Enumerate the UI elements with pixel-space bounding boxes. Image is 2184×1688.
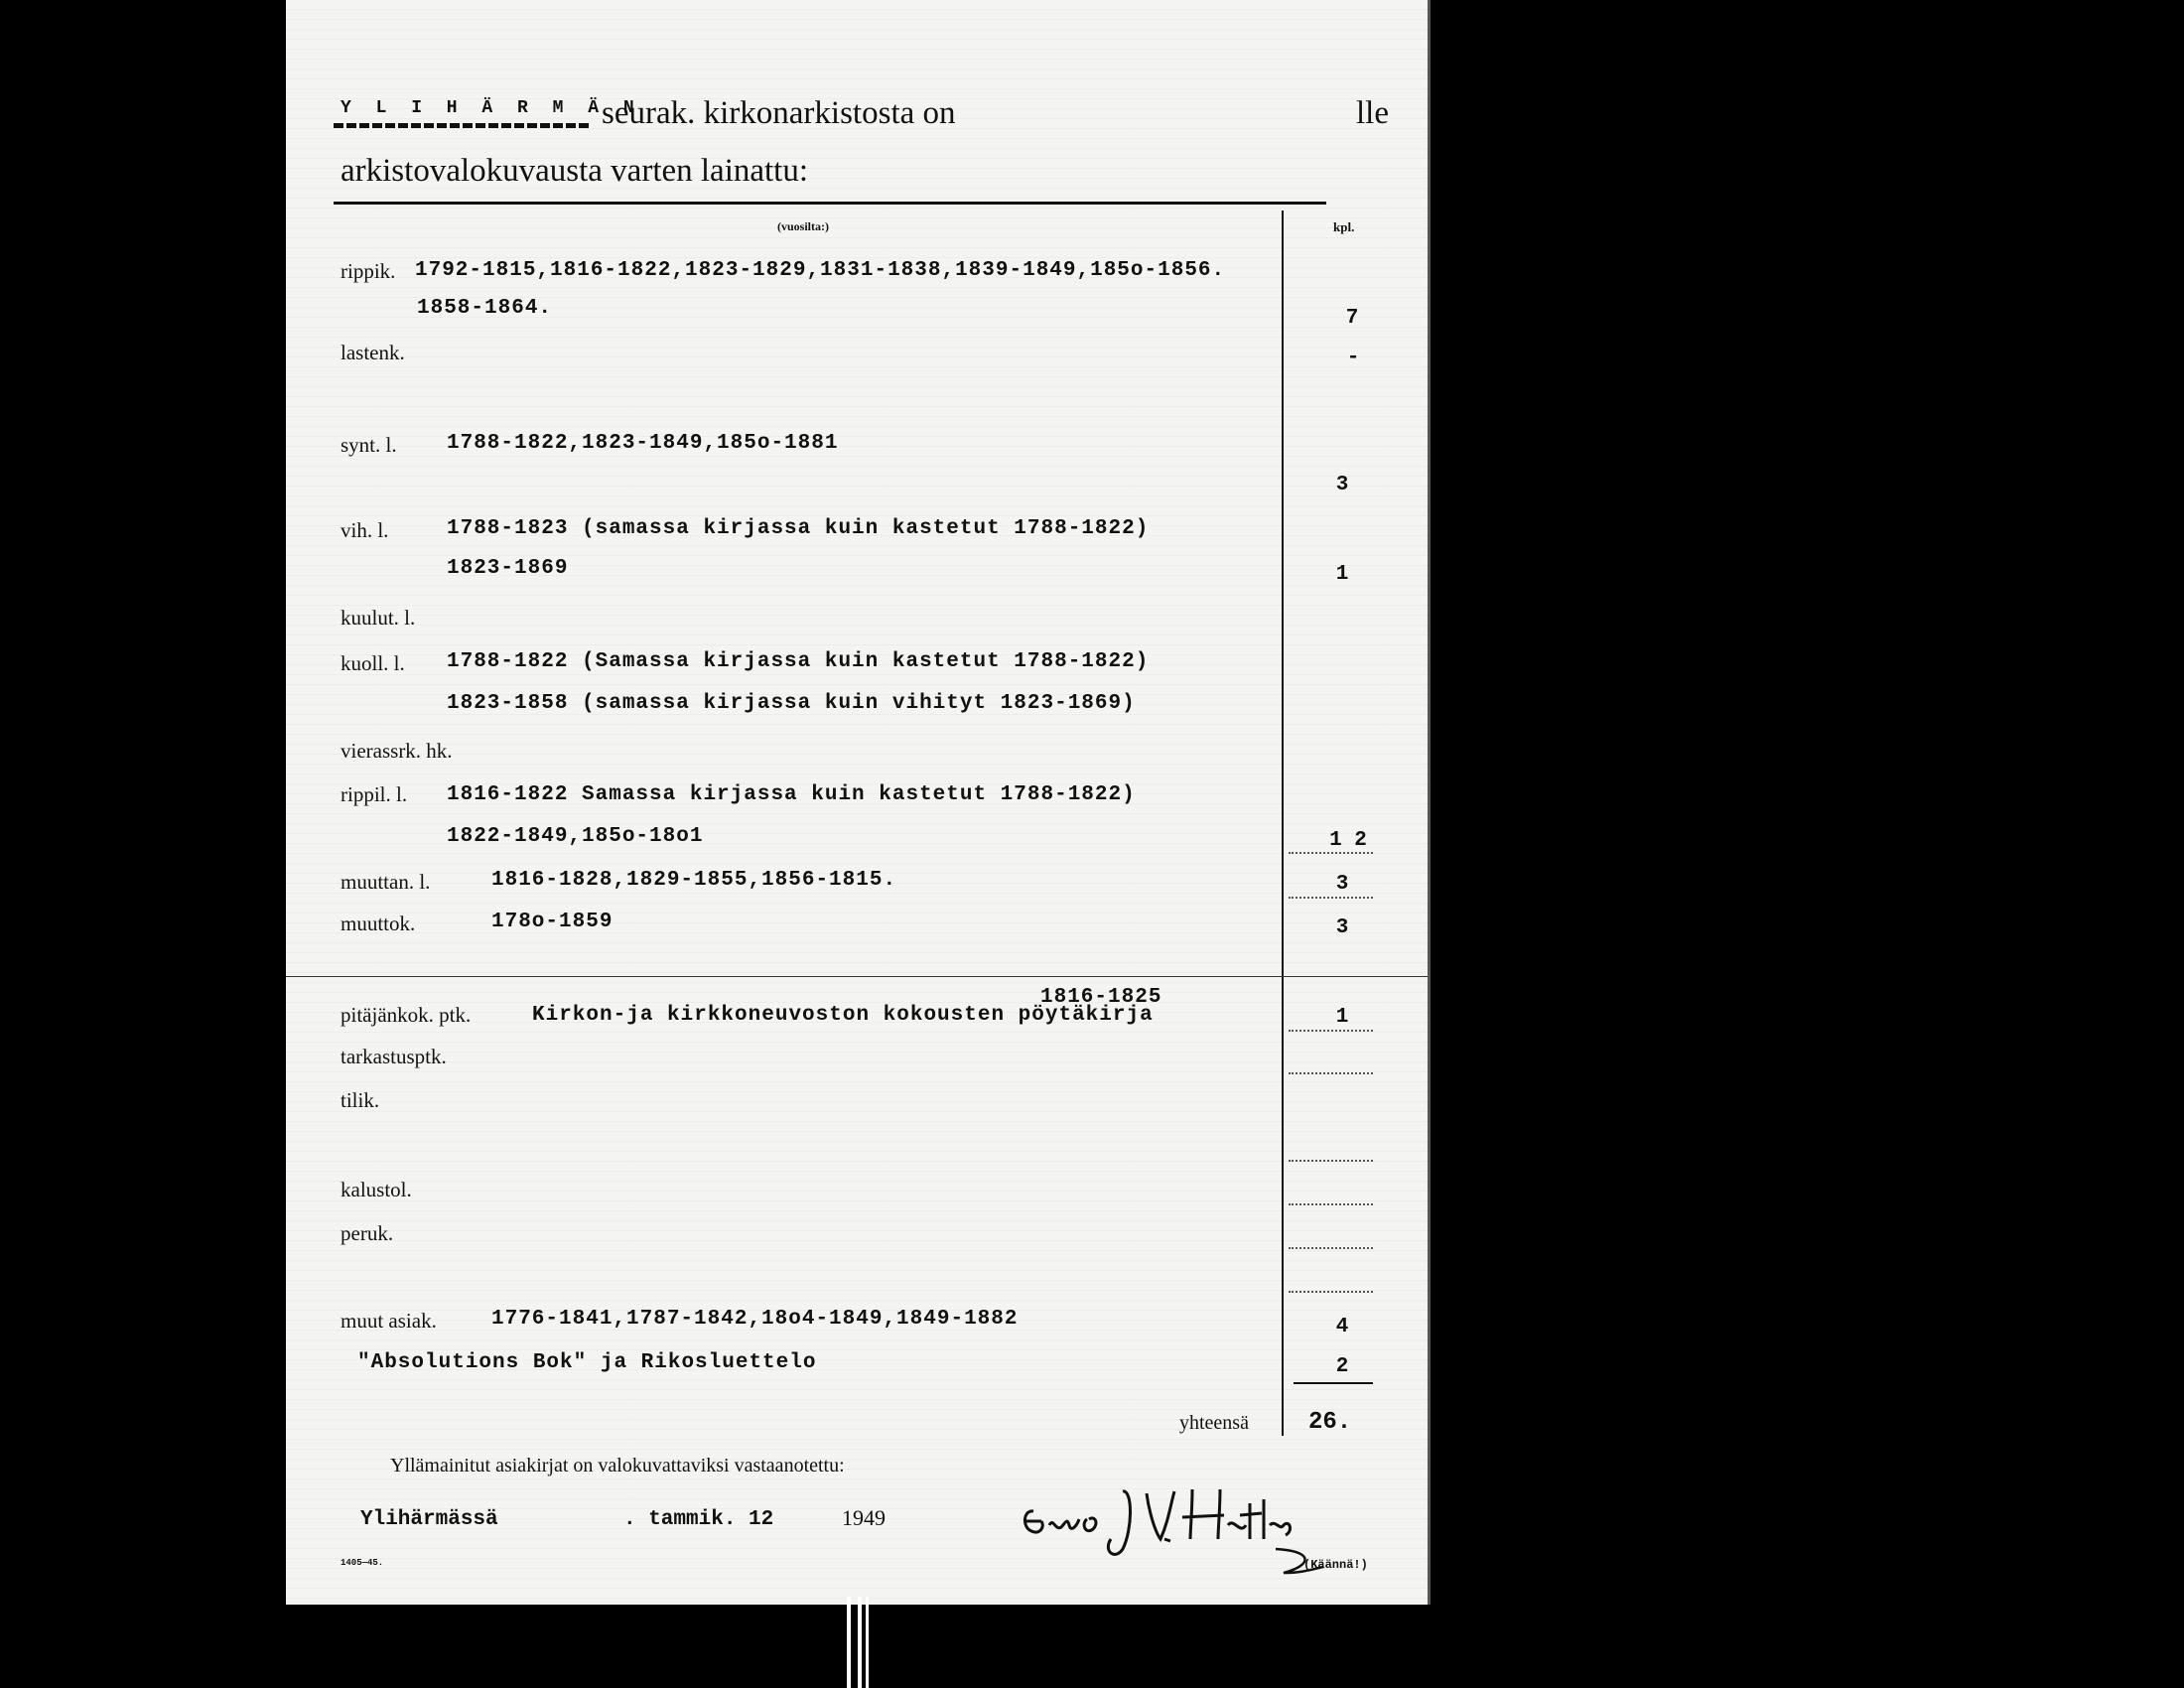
turn-over-note: (Käännä!) <box>1303 1558 1368 1572</box>
row-count-synt: 3 <box>1335 474 1349 496</box>
count-line <box>1289 1160 1373 1162</box>
signature <box>1016 1470 1333 1579</box>
count-line <box>1289 1291 1373 1293</box>
form-number: 1405—45. <box>341 1558 384 1568</box>
row-label-kalustol: kalustol. <box>341 1178 412 1201</box>
row-entry2-rippil: 1822-1849,185o-18o1 <box>447 825 704 848</box>
row-entry-muuttan: 1816-1828,1829-1855,1856-1815. <box>491 869 897 892</box>
row-label-vierassrk: vierassrk. hk. <box>341 739 453 763</box>
row-entry-vih: 1788-1823 (samassa kirjassa kuin kastetut 1788-1822) <box>447 517 1150 540</box>
row-label-rippik: rippik. <box>341 259 396 283</box>
row-count-lastenk: - <box>1346 347 1360 369</box>
parish-name: Y L I H Ä R M Ä N <box>341 98 641 118</box>
row-entry-pitajankok: Kirkon-ja kirkkoneuvoston kokousten pöytäkirja <box>532 1004 1154 1027</box>
page-edge <box>1428 0 1431 1605</box>
row-count-absolutions: 2 <box>1335 1355 1349 1378</box>
row-count-rippik: 7 <box>1345 307 1359 330</box>
scan-bar <box>847 1597 851 1688</box>
row-count-pitajankok: 1 <box>1335 1006 1349 1029</box>
count-line <box>1289 1203 1373 1205</box>
archive-loan-form <box>286 0 1430 1605</box>
total-label: yhteensä <box>1179 1412 1249 1434</box>
total-rule <box>1294 1382 1373 1384</box>
scan-bar <box>866 1597 869 1688</box>
total-value: 26. <box>1308 1409 1352 1436</box>
header-rule <box>334 202 1326 205</box>
section-rule <box>286 976 1430 977</box>
count-line <box>1289 852 1373 854</box>
row-count-vih: 1 <box>1335 563 1349 586</box>
count-line <box>1289 1247 1373 1249</box>
header-line2: arkistovalokuvausta varten lainattu: <box>341 153 809 189</box>
row-entry-absolutions: "Absolutions Bok" ja Rikosluettelo <box>357 1351 817 1374</box>
row-label-lastenk: lastenk. <box>341 341 405 364</box>
row-entry-rippil: 1816-1822 Samassa kirjassa kuin kastetut 1788-1822) <box>447 783 1136 806</box>
row-label-tarkastusptk: tarkastusptk. <box>341 1045 447 1068</box>
row-count-rippil: 1 2 <box>1329 829 1367 852</box>
count-line <box>1289 897 1373 899</box>
header-line1-suffix: lle <box>1356 95 1389 131</box>
footer-year: 1949 <box>842 1505 886 1530</box>
count-column-rule <box>1282 211 1284 1436</box>
column-years-label: (vuosilta:) <box>777 219 829 233</box>
count-line <box>1289 1072 1373 1074</box>
row-entry2-vih: 1823-1869 <box>447 557 569 580</box>
row-label-muuttan: muuttan. l. <box>341 870 431 894</box>
row-label-tilik: tilik. <box>341 1088 380 1112</box>
row-entry2-rippik: 1858-1864. <box>417 297 553 320</box>
row-entry-synt: 1788-1822,1823-1849,185o-1881 <box>447 432 839 455</box>
count-line <box>1289 1030 1373 1032</box>
row-label-pitajankok: pitäjänkok. ptk. <box>341 1003 472 1027</box>
parish-name-underline <box>334 123 590 128</box>
row-label-muut-asiak: muut asiak. <box>341 1309 437 1333</box>
row-entry-muuttok: 178o-1859 <box>491 911 614 933</box>
footer-date: . tammik. 12 <box>623 1508 774 1531</box>
row-entry-over-pitajankok: 1816-1825 <box>1040 986 1162 1009</box>
row-label-peruk: peruk. <box>341 1221 394 1245</box>
scan-bar <box>858 1597 862 1688</box>
row-label-vih: vih. l. <box>341 518 389 542</box>
received-statement: Yllämainitut asiakirjat on valokuvattaviksi vastaanotettu: <box>390 1455 845 1477</box>
row-count-muut-asiak: 4 <box>1335 1316 1349 1338</box>
header-line1: seurak. kirkonarkistosta on <box>602 95 956 131</box>
row-entry-kuoll: 1788-1822 (Samassa kirjassa kuin kastetut 1788-1822) <box>447 650 1150 673</box>
row-entry-rippik: 1792-1815,1816-1822,1823-1829,1831-1838,1839-1849,185o-1856. <box>415 259 1226 282</box>
column-count-label: kpl. <box>1333 219 1355 234</box>
footer-place: Ylihärmässä <box>360 1508 498 1531</box>
row-count-muuttok: 3 <box>1335 916 1349 939</box>
row-label-synt: synt. l. <box>341 433 397 457</box>
row-count-muuttan: 3 <box>1335 873 1349 896</box>
row-label-rippil: rippil. l. <box>341 782 408 806</box>
row-label-muuttok: muuttok. <box>341 912 416 935</box>
row-label-kuulut: kuulut. l. <box>341 606 416 630</box>
row-entry2-kuoll: 1823-1858 (samassa kirjassa kuin vihityt 1823-1869) <box>447 692 1136 715</box>
row-entry-muut-asiak: 1776-1841,1787-1842,18o4-1849,1849-1882 <box>491 1308 1019 1331</box>
row-label-kuoll: kuoll. l. <box>341 651 405 675</box>
